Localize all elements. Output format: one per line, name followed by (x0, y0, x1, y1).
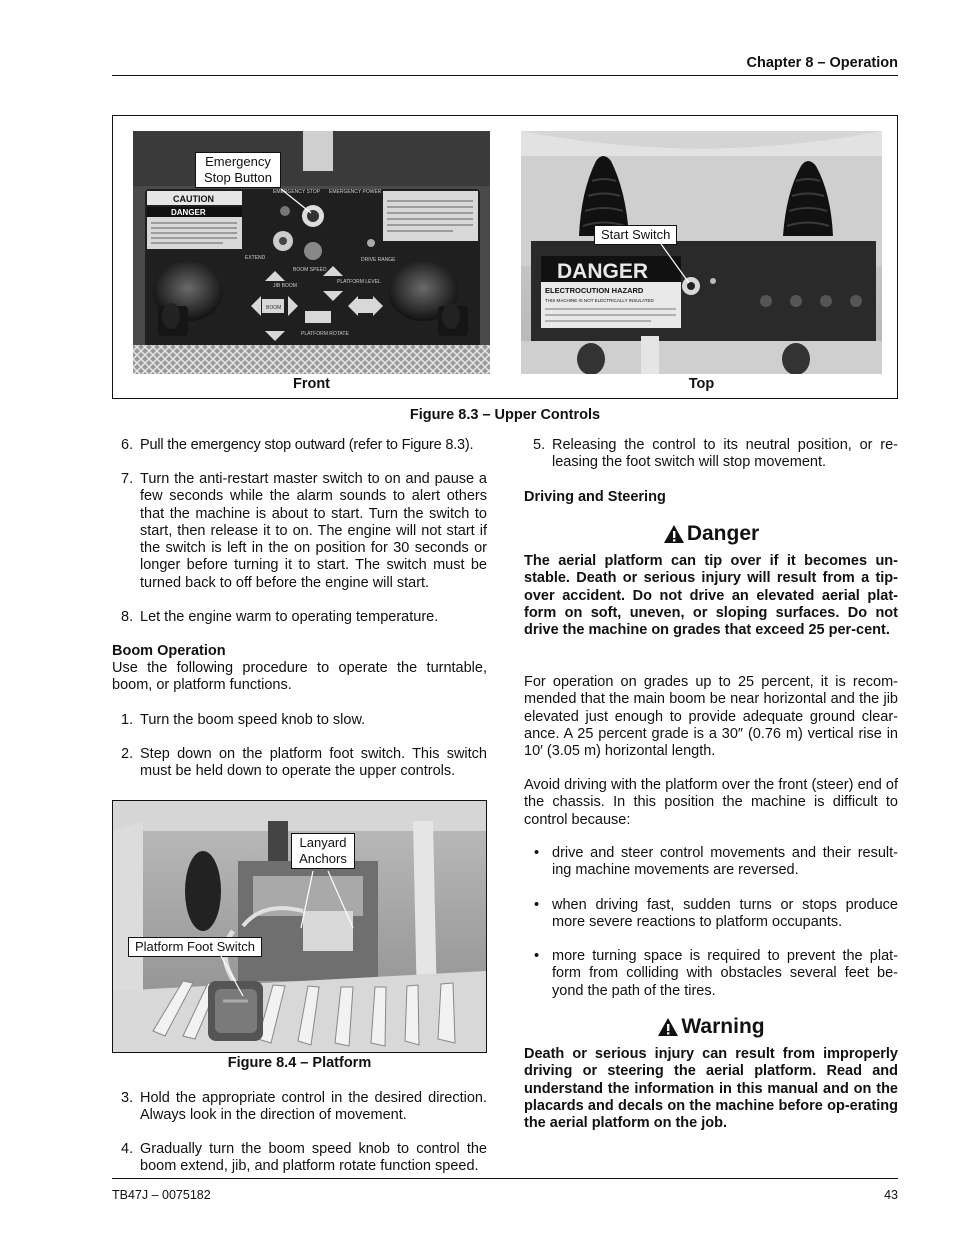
front-controls-photo (133, 131, 490, 374)
panel-label-boom: BOOM (266, 305, 282, 311)
panel-label-rotate: PLATFORM ROTATE (301, 331, 349, 337)
boom-step-3-number: 3. (121, 1090, 134, 1106)
figure-8-3-top-label: Top (688, 376, 715, 392)
top-controls-photo (521, 131, 882, 374)
panel-label-drive: DRIVE RANGE (361, 257, 396, 263)
figure-8-3-frame (112, 115, 898, 399)
figure-8-4-caption: Figure 8.4 – Platform (227, 1055, 372, 1071)
footer-doc-number: TB47J – 0075182 (112, 1188, 211, 1202)
boom-step-4-text: Gradually turn the boom speed knob to control the boom extend, jib, and platform rotate function speed. (140, 1141, 487, 1175)
warning-label: Warning (681, 1015, 765, 1039)
grade-paragraph: For operation on grades up to 25 percent, it is recom-mended that the main boom be near horizontal and the jib elevated just enough to provide adequate ground clear-ance. A 25 percent grade is a 30″ (0.76 m) vertical rise in 10′ (3.05 m) horizontal length. (524, 674, 898, 760)
danger-decal-line2: THIS MACHINE IS NOT ELECTRICALLY INSULATED (545, 298, 654, 303)
figure-8-3-front-label: Front (292, 376, 331, 392)
bullet-text: drive and steer control movements and their result-ing machine movements are reversed. (552, 845, 898, 879)
warning-signal (524, 1017, 898, 1037)
caution-decal: CAUTION (173, 194, 214, 204)
panel-label-level: PLATFORM LEVEL (337, 279, 381, 285)
boom-step-5-text: Releasing the control to its neutral position, or re-leasing the foot switch will stop movement. (552, 437, 898, 471)
bullet-marker: • (534, 897, 540, 913)
emergency-stop-leader (133, 131, 490, 374)
warning-text: Death or serious injury can result from improperly driving or steering the aerial platform. Read and understand the information in this manual and on the placards and decals on the machine before op-erating the aerial platform on the job. (524, 1046, 898, 1132)
step-7-number: 7. (121, 471, 134, 487)
footer-rule (112, 1178, 898, 1179)
start-switch-leader (521, 131, 882, 374)
bullet-marker: • (534, 845, 540, 861)
emergency-stop-callout: Emergency Stop Button (195, 152, 281, 188)
warning-triangle-icon (657, 1017, 679, 1037)
header-rule (112, 75, 898, 76)
danger-label: Danger (686, 522, 760, 546)
bullet-marker: • (534, 948, 540, 964)
chapter-header: Chapter 8 – Operation (746, 55, 898, 71)
lanyard-anchors-callout: Lanyard Anchors (291, 833, 355, 869)
page-number: 43 (884, 1188, 898, 1202)
boom-operation-heading: Boom Operation (112, 643, 226, 659)
bullet-text: more turning space is required to prevent the plat-form from colliding with obstacles several feet be-yond the path of the tires. (552, 948, 898, 999)
platform-foot-switch-callout: Platform Foot Switch (128, 937, 262, 957)
boom-step-5-number: 5. (533, 437, 546, 453)
danger-decal-title: DANGER (557, 260, 649, 283)
danger-decal-line1: ELECTROCUTION HAZARD (545, 286, 644, 295)
avoid-paragraph: Avoid driving with the platform over the front (steer) end of the chassis. In this position the machine is difficult to control because: (524, 777, 898, 828)
step-8-number: 8. (121, 609, 134, 625)
panel-label-power: EMERGENCY POWER (329, 189, 382, 195)
step-6-number: 6. (121, 437, 134, 453)
figure-8-4-photo (112, 800, 487, 1053)
step-6-text: Pull the emergency stop outward (refer to Figure 8.3). (140, 437, 474, 453)
boom-step-4-number: 4. (121, 1141, 134, 1157)
boom-operation-intro: Use the following procedure to operate the turntable, boom, or platform functions. (112, 660, 487, 694)
panel-label-jib: JIB BOOM (273, 283, 297, 289)
step-8-text: Let the engine warm to operating temperature. (140, 609, 439, 625)
bullet-text: when driving fast, sudden turns or stops produce more severe reactions to platform occupants. (552, 897, 898, 931)
figure-8-3-caption: Figure 8.3 – Upper Controls (409, 407, 601, 423)
start-switch-callout: Start Switch (594, 225, 677, 245)
boom-step-1-text: Turn the boom speed knob to slow. (140, 712, 366, 728)
danger-decal: DANGER (171, 208, 206, 217)
boom-step-2-number: 2. (121, 746, 134, 762)
panel-label-extend: EXTEND (245, 255, 266, 261)
figure-8-4-leaders (113, 801, 486, 1052)
boom-step-1-number: 1. (121, 712, 134, 728)
danger-text: The aerial platform can tip over if it becomes un-stable. Death or serious injury will result from a tip-over accident. Do not drive an elevated aerial plat-form on soft, uneven, or sloping surfaces. Do not drive the machine on grades that exceed 25 per-cent. (524, 553, 898, 639)
step-7-text: Turn the anti-restart master switch to on and pause a few seconds while the alarm sounds to alert others that the machine is about to start. Turn the switch to start, then release it to on. The engine will not start if the switch is left in the on position for 30 seconds or longer before turning it to start. The switch must be turned back to off before the engine will start. (140, 471, 487, 591)
boom-step-2-text: Step down on the platform foot switch. This switch must be held down to operate the upper controls. (140, 746, 487, 780)
warning-triangle-icon (663, 524, 685, 544)
boom-step-3-text: Hold the appropriate control in the desired direction. Always look in the direction of movement. (140, 1090, 487, 1124)
panel-label-estop: EMERGENCY STOP (273, 189, 321, 195)
panel-label-speed: BOOM SPEED (293, 267, 327, 273)
danger-signal (524, 524, 898, 544)
driving-steering-heading: Driving and Steering (524, 489, 666, 505)
